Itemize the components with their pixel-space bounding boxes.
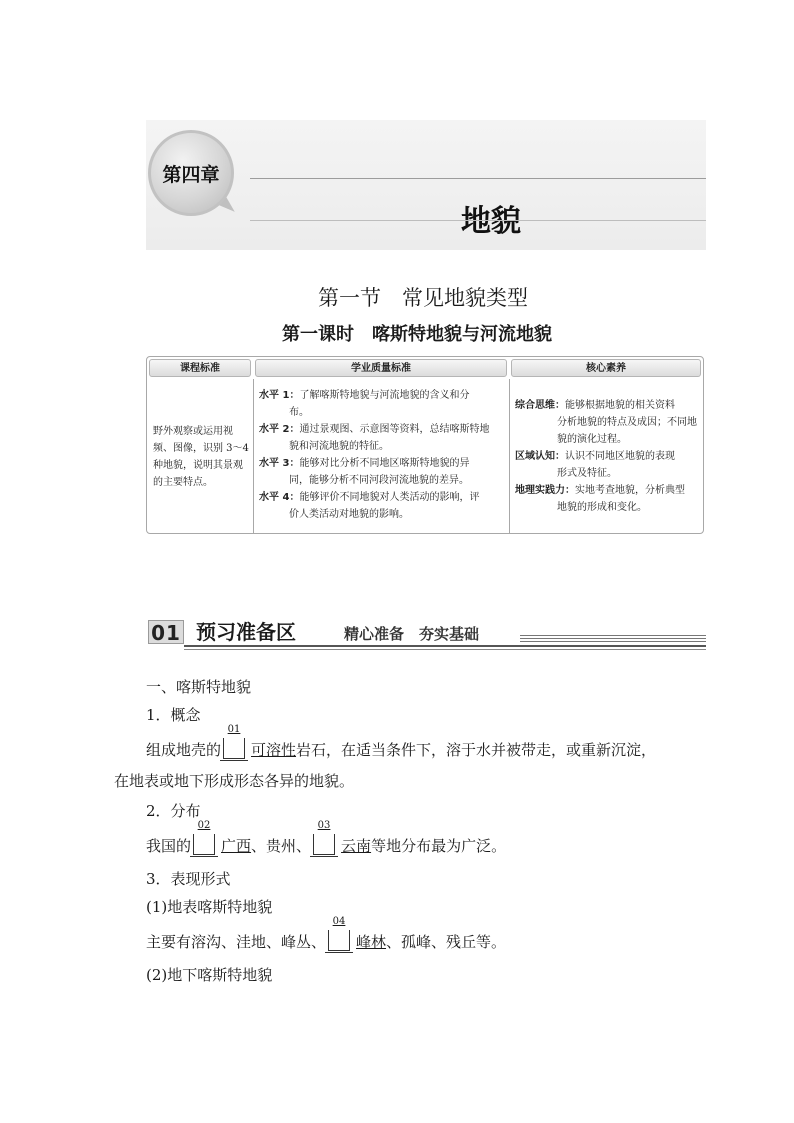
concept-paragraph-line2: 在地表或地下形成形态各异的地貌。 <box>114 772 355 790</box>
literacy-text: 能够根据地貌的相关资料 <box>565 400 675 411</box>
decorative-stripes <box>520 635 706 644</box>
text-segment: 岩石，在适当条件下，溶于水并被带走，或重新沉淀， <box>296 741 657 759</box>
level-text: 能够评价不同地貌对人类活动的影响，评 <box>299 492 480 503</box>
text-segment: 、贵州、 <box>251 837 312 855</box>
blank-baseline <box>190 856 218 857</box>
header-rule <box>184 645 706 647</box>
banner-divider-lower <box>250 220 706 221</box>
level-text: 价人类活动对地貌的影响。 <box>289 509 409 520</box>
quality-level-1 <box>259 387 507 421</box>
subheading-distribution: 2．分布 <box>146 802 201 820</box>
literacy-label: 区域认知： <box>515 451 565 462</box>
subheading-forms: 3．表现形式 <box>146 870 231 888</box>
blank-number: 01 <box>227 724 241 735</box>
answer-text: 云南 <box>341 837 372 855</box>
concept-paragraph-line <box>146 724 657 761</box>
level-text: 同，能够分析不同河段河流地貌的差异。 <box>289 475 469 486</box>
text-segment: 主要有溶沟、洼地、峰丛、 <box>146 933 327 951</box>
section-number-badge: 01 <box>148 620 184 644</box>
answer-blank <box>193 820 215 855</box>
answer-text: 可溶性 <box>251 741 297 759</box>
blank-number: 03 <box>317 820 331 831</box>
literacy-text: 认识不同地区地貌的表现 <box>565 451 675 462</box>
preview-title: 预习准备区 <box>196 620 296 644</box>
literacy-text: 实地考查地貌，分析典型 <box>575 485 685 496</box>
literacy-text: 分析地貌的特点及成因；不同地 <box>557 417 697 428</box>
standards-table <box>146 356 704 534</box>
preview-subtitle: 精心准备 夯实基础 <box>344 625 480 643</box>
literacy-label: 综合思维： <box>515 400 565 411</box>
text-segment: 、孤峰、残丘等。 <box>386 933 507 951</box>
level-text: 能够对比分析不同地区喀斯特地貌的异 <box>299 458 470 469</box>
subheading-concept: 1．概念 <box>146 706 201 724</box>
level-label: 水平 1： <box>259 390 300 401</box>
chapter-label: 第四章 <box>162 164 220 186</box>
level-text: 貌和河流地貌的特征。 <box>289 441 389 452</box>
course-standard-line: 频、图像，识别 3～4 <box>153 443 249 454</box>
level-text: 通过景观图、示意图等资料，总结喀斯特地 <box>299 424 490 435</box>
blank-number: 02 <box>197 820 211 831</box>
banner-divider <box>250 178 706 179</box>
blank-number: 04 <box>332 916 346 927</box>
quality-standard-cell <box>259 387 507 523</box>
literacy-synthesis <box>515 397 701 448</box>
level-text: 布。 <box>289 407 309 418</box>
core-literacy-cell <box>515 397 701 516</box>
literacy-text: 貌的演化过程。 <box>557 434 627 445</box>
text-segment: 等地分布最为广泛。 <box>371 837 507 855</box>
surface-karst-paragraph <box>146 916 507 953</box>
table-column-divider <box>253 379 254 533</box>
answer-blank <box>328 916 350 951</box>
literacy-text: 形式及特征。 <box>557 468 617 479</box>
header-rule-thin <box>184 649 706 650</box>
answer-text: 广西 <box>221 837 252 855</box>
answer-blank <box>223 724 245 759</box>
literacy-label: 地理实践力： <box>515 485 575 496</box>
section-title: 第一节 常见地貌类型 <box>318 286 528 310</box>
level-text: 了解喀斯特地貌与河流地貌的含义和分 <box>299 390 470 401</box>
blank-baseline <box>310 856 338 857</box>
table-header-course: 课程标准 <box>149 359 251 377</box>
heading-karst: 一、喀斯特地貌 <box>146 678 252 696</box>
blank-baseline <box>220 760 248 761</box>
chapter-title: 地貌 <box>461 204 521 239</box>
literacy-region <box>515 448 701 482</box>
answer-blank <box>313 820 335 855</box>
text-segment: 我国的 <box>146 837 192 855</box>
subheading-surface-karst: (1)地表喀斯特地貌 <box>146 898 273 916</box>
level-label: 水平 3： <box>259 458 300 469</box>
level-label: 水平 2： <box>259 424 300 435</box>
course-standard-cell <box>153 423 251 491</box>
quality-level-4 <box>259 489 507 523</box>
chapter-banner <box>146 120 706 250</box>
blank-baseline <box>325 952 353 953</box>
level-label: 水平 4： <box>259 492 300 503</box>
lesson-title: 第一课时 喀斯特地貌与河流地貌 <box>282 324 552 345</box>
preview-section-header <box>148 618 706 648</box>
literacy-text: 地貌的形成和变化。 <box>557 502 647 513</box>
course-standard-line: 野外观察或运用视 <box>153 426 233 437</box>
table-column-divider <box>509 379 510 533</box>
quality-level-3 <box>259 455 507 489</box>
distribution-paragraph <box>146 820 507 857</box>
answer-text: 峰林 <box>356 933 387 951</box>
subheading-underground-karst: (2)地下喀斯特地貌 <box>146 966 273 984</box>
table-header-quality: 学业质量标准 <box>255 359 507 377</box>
course-standard-line: 种地貌，说明其景观 <box>153 460 243 471</box>
course-standard-line: 的主要特点。 <box>153 477 213 488</box>
literacy-practice <box>515 482 701 516</box>
table-header-literacy: 核心素养 <box>511 359 701 377</box>
quality-level-2 <box>259 421 507 455</box>
text-segment: 组成地壳的 <box>146 741 222 759</box>
